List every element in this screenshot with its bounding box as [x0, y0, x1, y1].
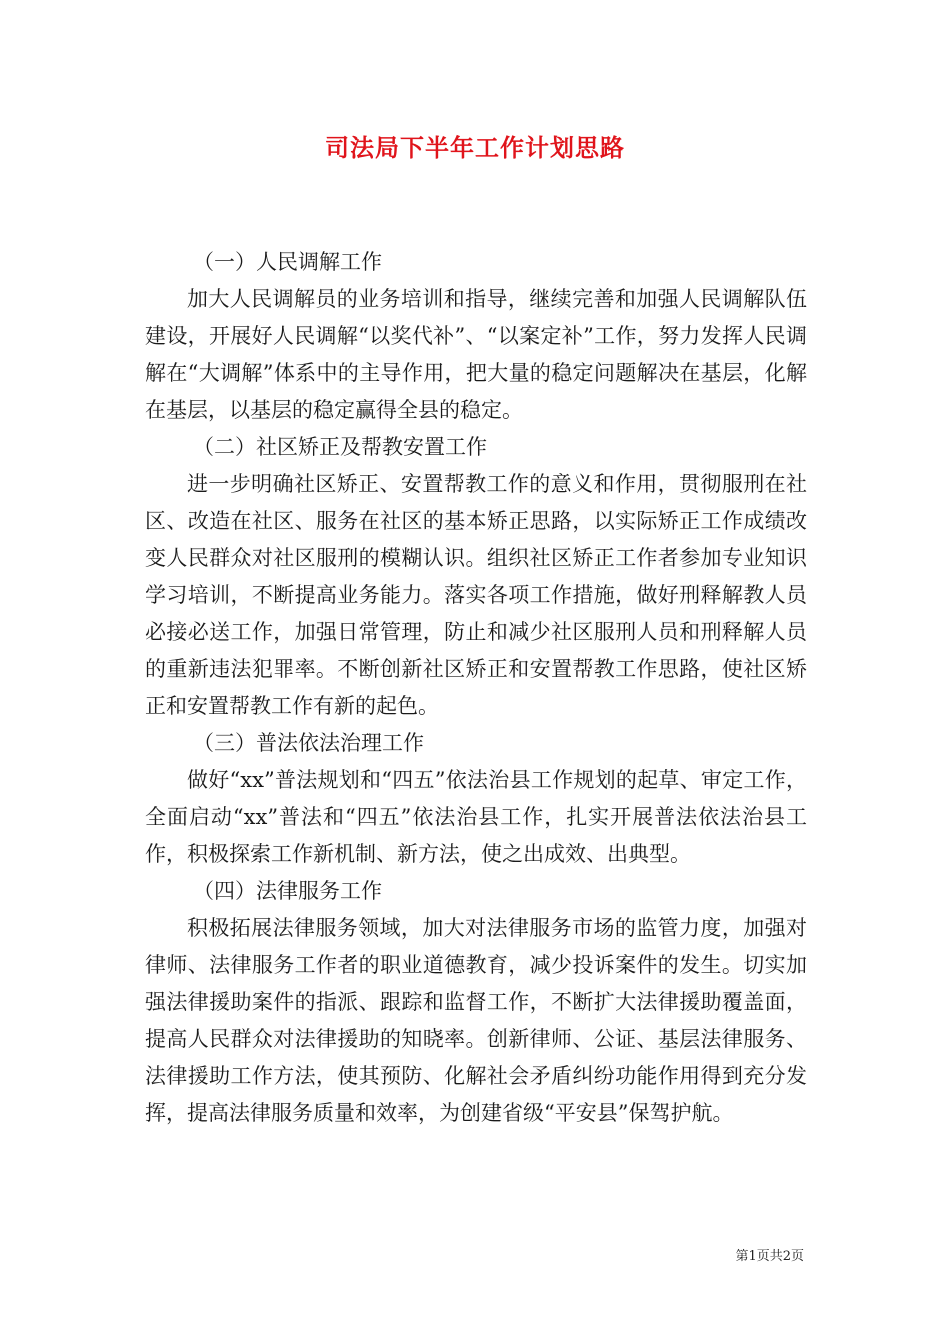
page-number: 第1页共2页 — [735, 1249, 804, 1264]
section-3-paragraph: 做好“xx”普法规划和“四五”依法治县工作规划的起草、审定工作，全面启动“xx”普法和“四五”依法治县工作，扎实开展普法依法治县工作，积极探索工作新机制、新方法，使之出成效、出典型。 — [145, 768, 807, 866]
section-1-paragraph: 加大人民调解员的业务培训和指导，继续完善和加强人民调解队伍建设，开展好人民调解“以奖代补”、“以案定补”工作，努力发挥人民调解在“大调解”体系中的主导作用，把大量的稳定问题解决在基层，化解在基层，以基层的稳定赢得全县的稳定。 — [145, 287, 807, 422]
section-4-paragraph: 积极拓展法律服务领域，加大对法律服务市场的监管力度，加强对律师、法律服务工作者的职业道德教育，减少投诉案件的发生。切实加强法律援助案件的指派、跟踪和监督工作，不断扩大法律援助覆盖面，提高人民群众对法律援助的知晓率。创新律师、公证、基层法律服务、法律援助工作方法，使其预防、化解社会矛盾纠纷功能作用得到充分发挥，提高法律服务质量和效率，为创建省级“平安县”保驾护航。 — [145, 916, 807, 1125]
section-2-paragraph: 进一步明确社区矫正、安置帮教工作的意义和作用，贯彻服刑在社区、改造在社区、服务在社区的基本矫正思路，以实际矫正工作成绩改变人民群众对社区服刑的模糊认识。组织社区矫正工作者参加专业知识学习培训，不断提高业务能力。落实各项工作措施，做好刑释解教人员必接必送工作，加强日常管理，防止和减少社区服刑人员和刑释解人员的重新违法犯罪率。不断创新社区矫正和安置帮教工作思路，使社区矫正和安置帮教工作有新的起色。 — [145, 472, 807, 718]
document-title: 司法局下半年工作计划思路 — [325, 133, 625, 162]
document-body — [145, 244, 807, 1132]
section-1-heading: （一）人民调解工作 — [193, 250, 382, 274]
section-2-heading: （二）社区矫正及帮教安置工作 — [193, 435, 487, 459]
section-3-heading: （三）普法依法治理工作 — [193, 731, 424, 755]
section-4-heading: （四）法律服务工作 — [193, 879, 382, 903]
